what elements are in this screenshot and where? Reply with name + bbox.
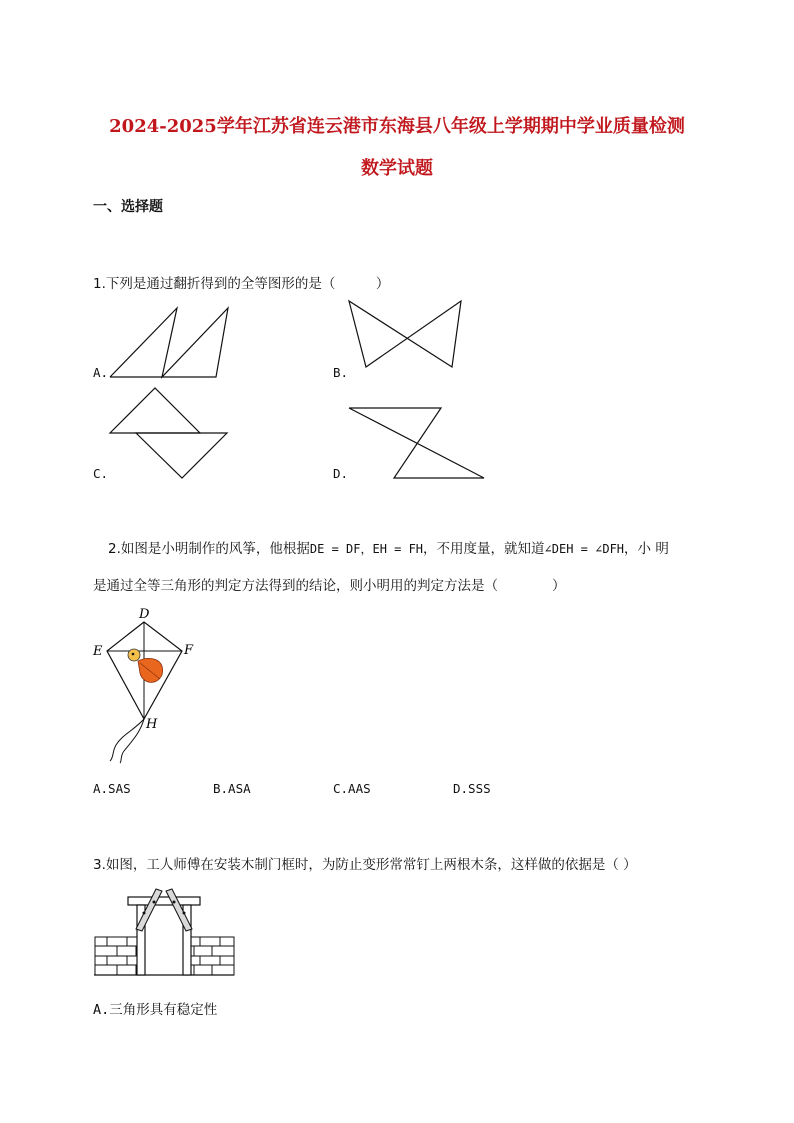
q3-door-frame-figure: [92, 885, 240, 980]
q2-math-sides: DE = DF，EH = FH: [309, 542, 424, 556]
doc-title-line2: 数学试题: [361, 158, 433, 179]
q1-option-a-label: A.: [93, 365, 109, 380]
q3-option-a: A.三角形具有稳定性: [93, 1002, 218, 1018]
section-heading: 一、选择题: [93, 199, 163, 215]
q2-text-post: ，小 明: [624, 541, 669, 557]
q2-option-c: C.AAS: [333, 781, 371, 796]
q1-option-b-label: B.: [333, 365, 349, 380]
question-1-text: 1.下列是通过翻折得到的全等图形的是（ ）: [93, 276, 390, 292]
kite-label-e: E: [93, 644, 103, 659]
q1-option-a-figure: [100, 300, 240, 385]
question-3-text: 3.如图，工人师傅在安装木制门框时，为防止变形常常钉上两根木条，这样做的依据是（ ）: [93, 857, 637, 873]
q1-option-c-figure: [100, 380, 235, 485]
q2-option-a: A.SAS: [93, 781, 131, 796]
q1-option-d-figure: [340, 398, 490, 483]
question-2-line2: 是通过全等三角形的判定方法得到的结论，则小明用的判定方法是（ ）: [93, 578, 566, 594]
q2-option-d: D.SSS: [453, 781, 491, 796]
q2-math-angles: ∠DEH = ∠DFH: [544, 542, 625, 556]
kite-label-f: F: [184, 643, 194, 658]
q2-text-pre: 2.如图是小明制作的风筝，他根据: [108, 541, 310, 557]
kite-label-h: H: [146, 717, 158, 732]
q1-option-d-label: D.: [333, 466, 349, 481]
doc-title-line1: 2024-2025学年江苏省连云港市东海县八年级上学期期中学业质量检测: [109, 116, 685, 137]
question-2-line1: [108, 537, 669, 557]
q2-text-mid: ，不用度量，就知道: [423, 541, 545, 557]
q2-kite-figure: [90, 605, 210, 770]
q1-option-c-label: C.: [93, 466, 109, 481]
kite-label-d: D: [139, 607, 150, 622]
q2-option-b: B.ASA: [213, 781, 251, 796]
q1-option-b-figure: [340, 295, 470, 375]
